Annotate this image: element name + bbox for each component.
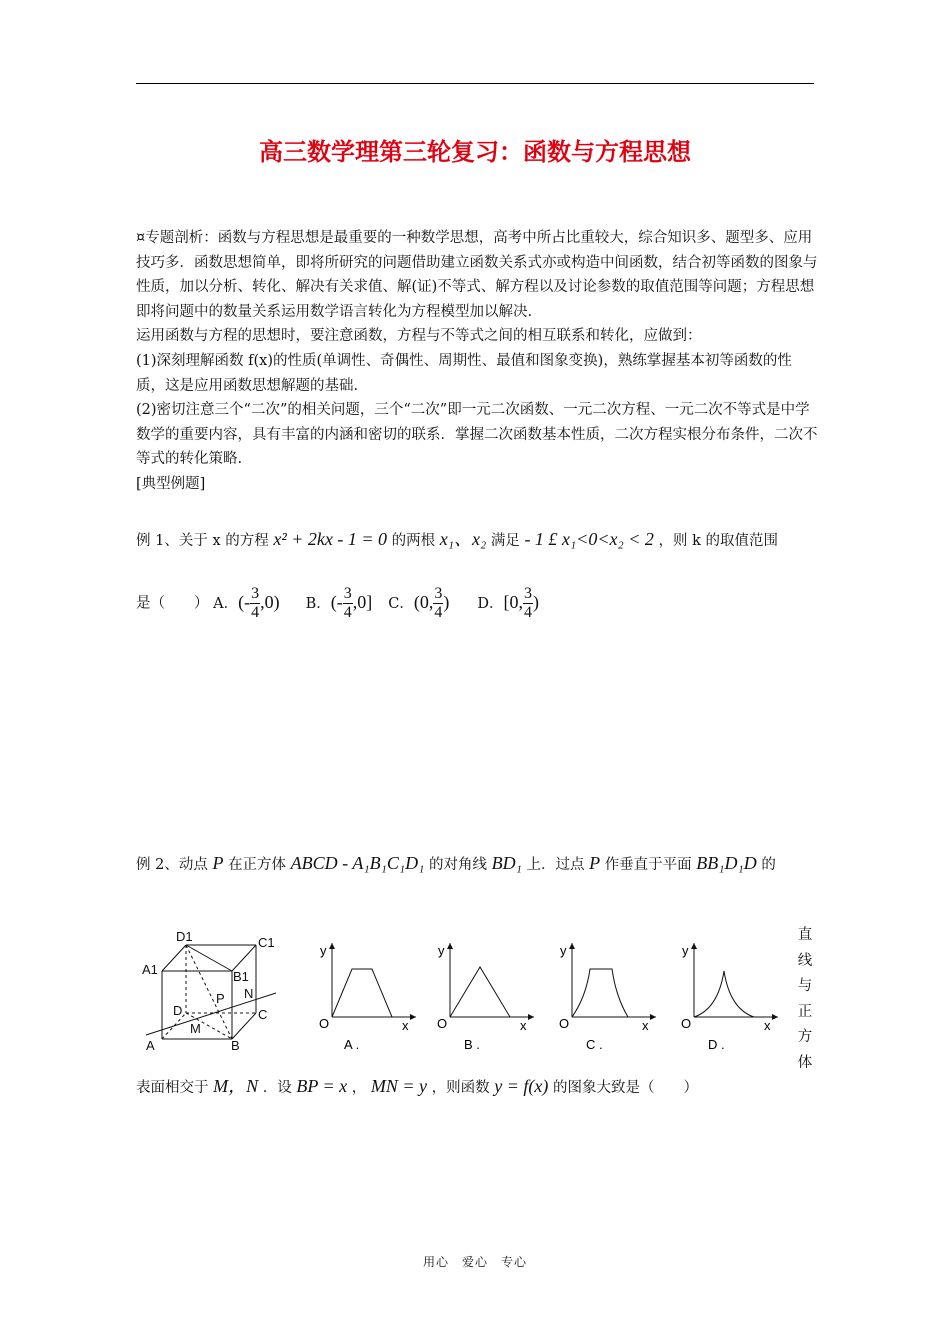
cube-label-c1: C1: [258, 935, 275, 950]
ex2-text-2: 在正方体: [228, 857, 287, 873]
y-axis-arrow: [691, 943, 697, 949]
cube-label-n: N: [244, 986, 254, 1001]
ex2-b4: ，则函数: [431, 1080, 490, 1096]
x-label: x: [642, 1018, 649, 1033]
cube-label-b: B: [231, 1038, 240, 1053]
fraction-denominator: 4: [251, 604, 260, 621]
ex2-fx: y = f(x): [494, 1076, 549, 1096]
cube-label-b1: B1: [233, 969, 249, 984]
example-1-question: [136, 525, 820, 551]
ex2-b3: ，: [351, 1080, 367, 1096]
y-axis-arrow: [569, 943, 575, 949]
fraction-numerator: 3: [434, 585, 443, 602]
cube-label-d: D: [173, 1003, 183, 1018]
option-label: A .: [344, 1037, 360, 1052]
cube-section-line: [146, 993, 276, 1035]
option-fraction: [343, 585, 353, 622]
origin-label: O: [681, 1016, 692, 1031]
option-left: [0,: [503, 591, 523, 612]
x-axis-arrow: [410, 1014, 416, 1020]
option-fraction: [250, 585, 260, 622]
y-label: y: [682, 943, 689, 958]
y-label: y: [320, 943, 327, 958]
fraction-denominator: 4: [343, 604, 352, 621]
y-label: y: [438, 943, 445, 958]
option-fraction: [433, 585, 443, 622]
vchar: 方: [797, 1029, 813, 1045]
x-label: x: [764, 1018, 771, 1033]
graph-option-c: [559, 943, 656, 1052]
ex1-equation: x² + 2kx - 1 = 0: [273, 529, 387, 549]
intro-section: [136, 226, 820, 497]
vchar: 与: [797, 978, 813, 994]
fraction-denominator: 4: [524, 604, 532, 621]
ex1-mid1: 的两根: [391, 533, 436, 549]
ex2-mn: MN = y: [370, 1076, 427, 1096]
cube-label-a1: A1: [142, 962, 158, 977]
ex1-tail: ，则 k 的取值范围: [658, 533, 778, 549]
y-axis-arrow: [447, 943, 453, 949]
option-right: ): [443, 591, 450, 612]
ex2-text-1: 例 2、动点: [136, 857, 208, 873]
ex1-option-b: [305, 585, 373, 621]
option-left: (-: [238, 591, 251, 612]
option-right: ): [533, 591, 539, 612]
ex2-b1: 表面相交于: [136, 1080, 209, 1096]
origin-label: O: [437, 1016, 448, 1031]
option-letter: D．: [477, 595, 504, 612]
ex2-plane: BB₁D₁D: [696, 853, 757, 873]
graph-curve: [332, 969, 392, 1017]
example-1-options: [136, 585, 539, 622]
example-2-figures: [136, 925, 786, 1059]
option-left: (-: [330, 591, 343, 612]
ex1-roots: x₁、x₂: [439, 529, 487, 549]
ex2-b2: ．设: [262, 1080, 292, 1096]
cube-edge: [232, 945, 256, 971]
vchar: 体: [797, 1054, 813, 1071]
cube-and-graphs: [136, 925, 786, 1055]
ex2-text-6: 的: [761, 857, 776, 873]
fraction-numerator: 3: [524, 585, 532, 602]
x-label: x: [520, 1018, 527, 1033]
ex1-lead: 例 1、关于 x 的方程: [136, 533, 269, 549]
graph-curve: [694, 971, 754, 1017]
x-axis-arrow: [772, 1014, 778, 1020]
graph-curve: [572, 969, 628, 1017]
y-axis-arrow: [329, 943, 335, 949]
x-label: x: [402, 1018, 409, 1033]
x-axis-arrow: [528, 1014, 534, 1020]
ex2-diagonal: BD₁: [491, 853, 522, 873]
intro-paragraph-4: (2)密切注意三个“二次”的相关问题，三个“二次”即一元二次函数、一元二次方程、一元二次不等式是中学数学的重要内容，具有丰富的内涵和密切的联系．掌握二次函数基本性质，二次方程实根分布条件，二次不等式的转化策略.: [136, 402, 818, 468]
ex2-bp: BP = x: [296, 1076, 348, 1096]
ex1-condition: - 1 £ x₁<0<x₂ < 2: [524, 529, 654, 549]
option-left: (0,: [413, 591, 434, 612]
graph-option-d: [681, 943, 778, 1052]
cube-label-p: P: [216, 991, 225, 1006]
vchar: 正: [797, 1003, 813, 1020]
origin-label: O: [319, 1016, 330, 1031]
graph-option-a: [319, 943, 416, 1052]
ex1-option-c: [388, 585, 450, 621]
fraction-numerator: 3: [343, 585, 352, 602]
cube-label-d1: D1: [176, 929, 193, 944]
page-footer: 用心 爱心 专心: [422, 1255, 527, 1269]
graph-option-b: [437, 943, 534, 1052]
cube-edge: [232, 1013, 256, 1039]
origin-label: O: [559, 1016, 570, 1031]
option-letter: A．: [213, 595, 239, 612]
fraction-numerator: 3: [251, 585, 260, 602]
cube-diagram: [146, 945, 276, 1039]
intro-paragraph-1: ¤专题剖析：函数与方程思想是最重要的一种数学思想，高考中所占比重较大，综合知识多、题型多、应用技巧多．函数思想简单，即将所研究的问题借助建立函数关系式亦或构造中间函数，结合初等函数的图象与性质，加以分析、转化、解决有关求值、解(证)不等式、解方程以及讨论参数的取值范围等问题；方程思想即将问题中的数量关系运用数学语言转化为方程模型加以解决.: [136, 230, 818, 320]
vchar: 线: [797, 952, 813, 969]
y-label: y: [560, 943, 567, 958]
ex2-text-4: 上．过点: [526, 857, 585, 873]
ex2-point-p-2: P: [589, 853, 601, 873]
option-label: D .: [708, 1037, 725, 1052]
ex2-b5: 的图象大致是（ ）: [552, 1080, 698, 1096]
cube-edge: [162, 945, 186, 971]
ex2-cube: ABCD - A₁B₁C₁D₁: [290, 853, 425, 873]
example-2-question: [136, 853, 820, 874]
option-fraction: [523, 585, 533, 622]
option-right: ,0]: [352, 591, 373, 612]
option-label: B .: [464, 1037, 480, 1052]
ex2-vertical-text: [796, 923, 814, 1076]
page-title: 高三数学理第三轮复习：函数与方程思想: [259, 138, 691, 166]
ex1-mid2: 满足: [490, 533, 520, 549]
cube-label-m: M: [190, 1021, 201, 1036]
ex2-text-5: 作垂直于平面: [604, 857, 692, 873]
graph-curve: [450, 967, 510, 1017]
section-heading: [典型例题]: [136, 475, 206, 492]
ex2-point-p: P: [212, 853, 224, 873]
intro-paragraph-2: 运用函数与方程的思想时，要注意函数，方程与不等式之间的相互联系和转化，应做到：: [136, 328, 702, 345]
cube-label-c: C: [258, 1007, 268, 1022]
option-right: ,0): [260, 591, 280, 612]
intro-paragraph-3: (1)深刻理解函数 f(x)的性质(单调性、奇偶性、周期性、最值和图象变换)，熟练掌握基本初等函数的性质，这是应用函数思想解题的基础.: [136, 352, 792, 394]
vchar: 直: [797, 927, 813, 943]
option-label: C .: [586, 1037, 603, 1052]
example-2-question-end: [136, 1072, 820, 1098]
fraction-denominator: 4: [434, 604, 443, 621]
cube-label-a: A: [146, 1038, 155, 1053]
header-rule: [136, 83, 814, 84]
ex1-line2: 是（ ）: [136, 595, 209, 612]
option-letter: C．: [388, 595, 414, 612]
ex2-mn-points: M，N: [213, 1076, 259, 1096]
ex2-text-3: 的对角线: [428, 857, 487, 873]
ex1-option-a: [213, 585, 280, 621]
option-letter: B．: [305, 595, 331, 612]
ex1-option-d: [477, 585, 539, 621]
x-axis-arrow: [650, 1014, 656, 1020]
